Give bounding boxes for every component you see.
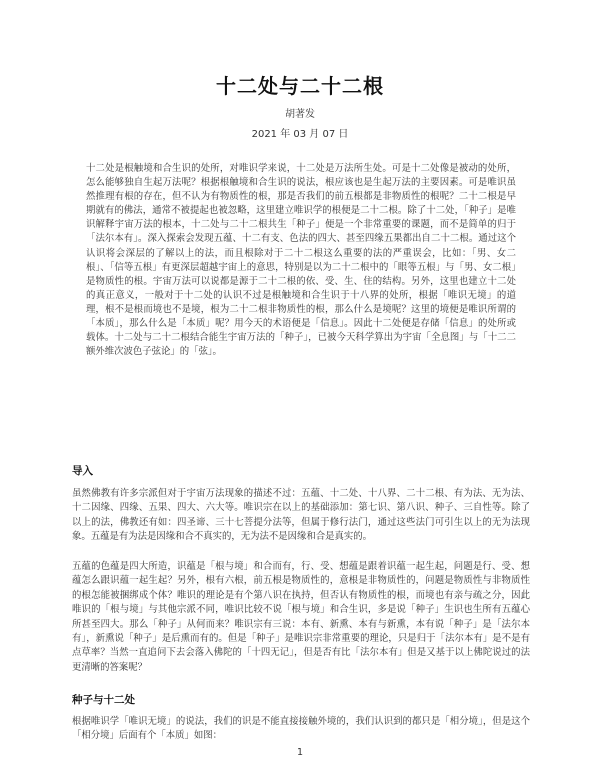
paper-title: 十二处与二十二根	[216, 74, 384, 98]
body-paragraph: 根据唯识学「唯识无境」的说法，我们的识是不能直接接触外境的，我们认识到的都只是「相分境」，但是这个「相分境」后面有个「本质」如图：	[72, 716, 530, 742]
abstract-paragraph: 十二处是根触境和合生识的处所，对唯识学来说，十二处是万法所生处。可是十二处像是被动的处所，怎么能够独自生起万法呢？根据根触境和合生识的说法，根应该也是生起万法的主要因素。可是唯识虽然推理有根的存在，但不认为有物质性的根，那是否我们的前五根都是非物质性的根呢？二十二根是早期就有的佛法，通常不被提起也被忽略，这里建立唯识学的根便是二十二根。除了十二处，「种子」是唯识解释宇宙万法的根本，十二处与二十二根共生「种子」便是一个非常重要的课题，而不是简单的归于「法尔本有」。深入探索会发现五蕴、十二有支、色法的四大、甚至四缘五果都出自二十二根。通过这个认识将会深层的了解以上的法，而且根除对于二十二根这么重要的法的严重误会，比如：「男、女二根」、「信等五根」有更深层超越宇宙上的意思，特别是以为二十二根中的「眼等五根」与「男、女二根」是物质性的根。宇宙万法可以说都是源于二十二根的依、受、生、住的结构。另外，这里也建立十二处的真正意义，一般对于十二处的认识不过是根触境和合生识于十八界的处所，根据「唯识无境」的道理，根不是根而境也不是境，根为二十二根非物质性的根，那么什么是境呢？这里的境便是唯识所谓的「本质」，那么什么是「本质」呢？用今天的术语便是「信息」。因此十二处便是存储「信息」的处所或载体。十二处与二十二根结合能生宇宙万法的「种子」，已被今天科学算出为宇宙「全息图」与「十二二额外维次波色子弦论」的「弦」。	[86, 163, 516, 358]
page-number: 1	[296, 747, 304, 758]
body-paragraph: 五蕴的色蕴是四大所造，识蕴是「根与境」和合而有，行、受、想蕴是跟着识蕴一起生起，问题是行、受、想蕴怎么跟识蕴一起生起？另外，根有六根，前五根是物质性的，意根是非物质性的，问题是物质性与非物质性的根怎能被捆绑成个体？唯识的理论是有个第八识在执持，但否认有物质性的根，而境也有亲与疏之分，因此唯识的「根与境」与其他宗派不同，唯识比较不说「根与境」和合生识，多是说「种子」生识也生所有五蕴心所甚至四大。那么「种子」从何而来？唯识宗有三说：本有、新熏、本有与新熏，本有说「种子」是「法尔本有」，新熏说「种子」是后熏而有的。但是「种子」是唯识宗非常重要的理论，只是归于「法尔本有」是不是有点草率？当然一直追问下去会落入佛陀的「十四无记」，但是否有比「法尔本有」但是又基于以上佛陀说过的法更清晰的答案呢？	[72, 561, 530, 673]
publication-date: 2021 年 03 月 07 日	[251, 129, 349, 140]
body-paragraph: 虽然佛教有许多宗派但对于宇宙万法现象的描述不过：五蕴、十二处、十八界、二十二根、有为法、无为法、十二因缘、四缘、五果、四大、六大等。唯识宗在以上的基础添加：第七识、第八识、种子、三自性等。除了以上的法，佛教还有如：四圣谛、三十七菩提分法等，但属于修行法门，通过这些法门可引生以上的无为法现象。五蕴是有为法是因缘和合不真实的，无为法不是因缘和合是真实的。	[72, 488, 530, 543]
section-heading-seeds: 种子与十二处	[72, 694, 135, 706]
author-name: 胡著发	[285, 109, 315, 120]
section-heading-intro: 导入	[72, 465, 93, 477]
